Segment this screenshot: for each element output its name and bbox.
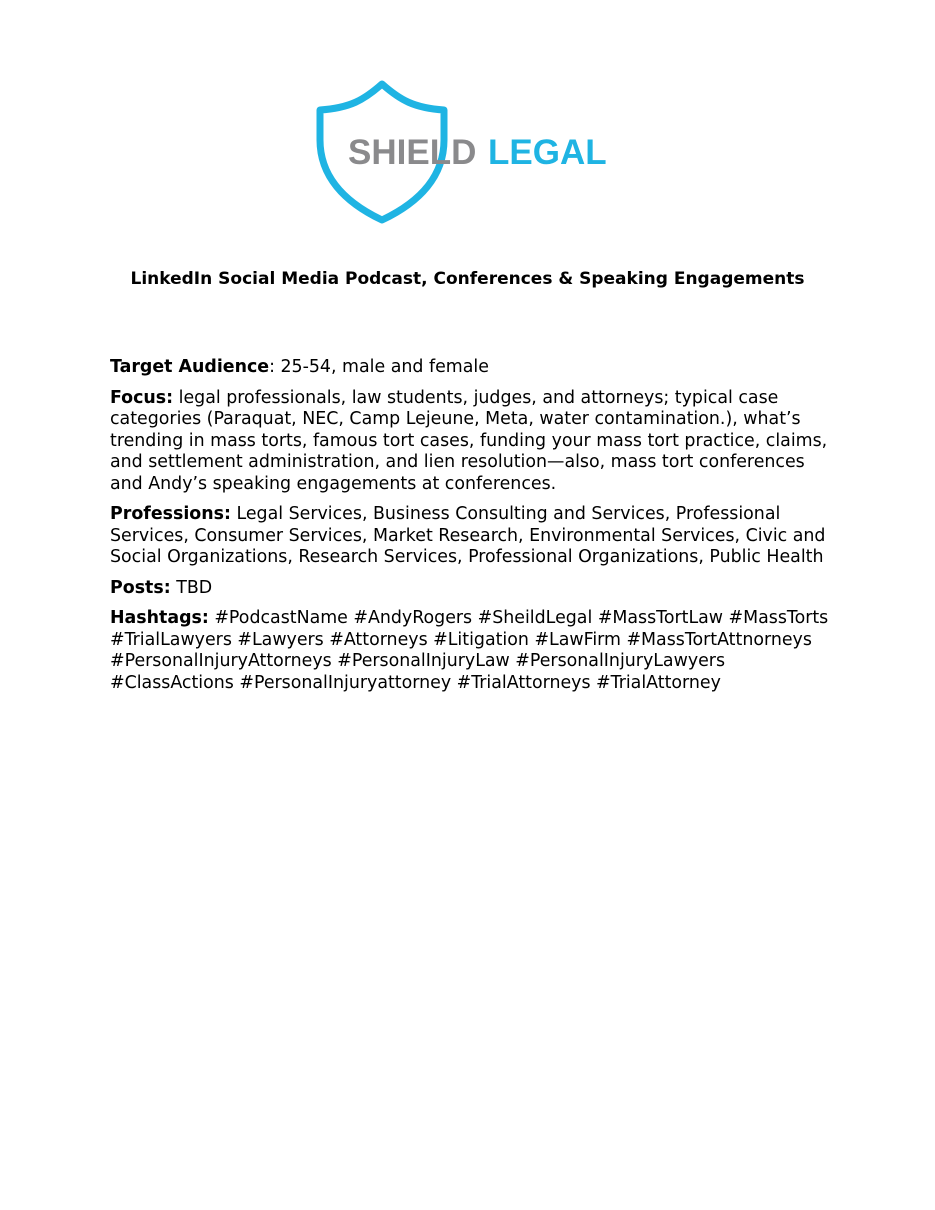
- field-hashtags: [110, 608, 830, 694]
- field-value: TBD: [176, 577, 213, 598]
- shield-legal-logo: [300, 78, 630, 228]
- document-body: [110, 357, 830, 703]
- field-value: #PodcastName #AndyRogers #SheildLegal #MassTortLaw #MassTorts #TrialLawyers #Lawyers #Attorneys #Litigation #LawFirm #MassTortAttnorneys #PersonalInjuryAttorneys #PersonalInjuryLaw #PersonalInjuryLawyers #ClassActions #PersonalInjuryattorney #TrialAttorneys #TrialAttorney: [110, 608, 829, 693]
- field-label: Professions:: [110, 504, 231, 524]
- field-value: 25-54, male and female: [280, 357, 489, 377]
- field-target-audience: [110, 357, 830, 379]
- field-label: Posts:: [110, 577, 171, 598]
- field-label: Target Audience: [110, 357, 270, 377]
- field-separator: :: [269, 357, 281, 377]
- field-posts: [110, 578, 830, 600]
- field-label: Focus:: [110, 387, 174, 408]
- field-professions: [110, 504, 830, 569]
- field-label: Hashtags:: [110, 608, 209, 628]
- logo-word-shield: SHIELD: [348, 133, 477, 172]
- field-value: Legal Services, Business Consulting and Services, Professional Services, Consumer Services, Market Research, Environmental Services, Civic and Social Organizations, Research Services, Professional Organizations, Public Health: [110, 504, 826, 567]
- page-title: LinkedIn Social Media Podcast, Conferences & Speaking Engagements: [130, 269, 805, 289]
- field-value: legal professionals, law students, judges, and attorneys; typical case categories (Paraquat, NEC, Camp Lejeune, Meta, water contamination.), what’s trending in mass torts, famous tort cases, funding your mass tort practice, claims, and settlement administration, and lien resolution—also, mass tort conferences and Andy’s speaking engagements at conferences.: [110, 387, 828, 494]
- logo-word-legal: LEGAL: [488, 133, 607, 172]
- shield-icon: [300, 78, 630, 228]
- field-focus: [110, 388, 830, 496]
